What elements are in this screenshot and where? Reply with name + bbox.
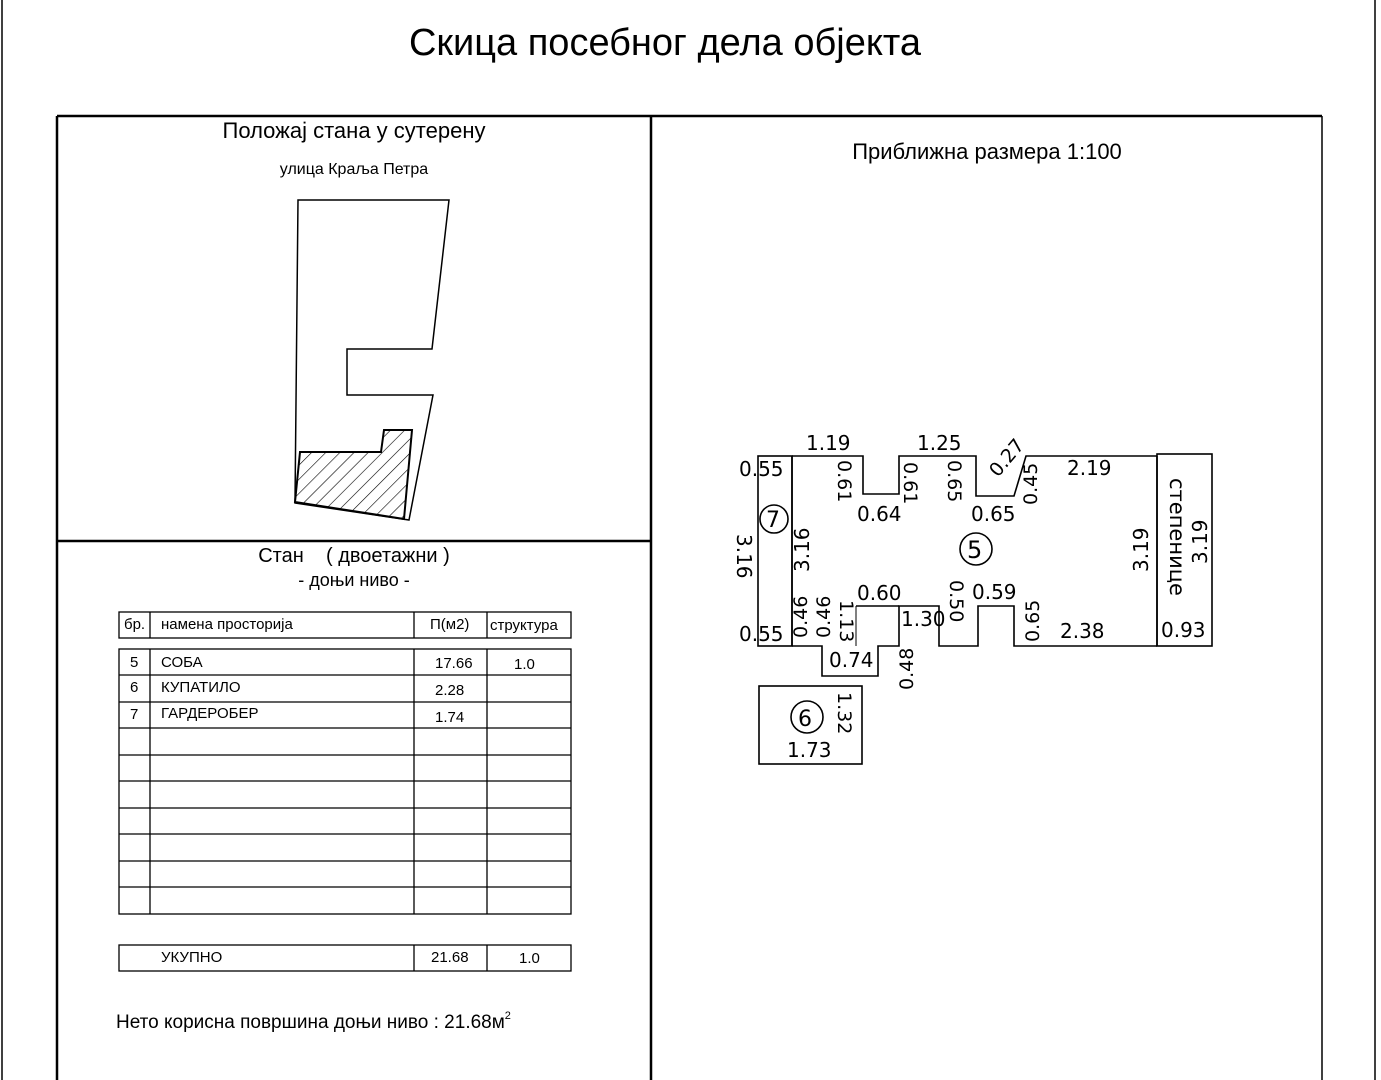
dim-label: 3.19	[1188, 519, 1212, 564]
dim-label: 0.55	[739, 622, 784, 646]
row-5-room: СОБА	[161, 654, 203, 671]
dim-label: 1.30	[901, 607, 946, 631]
dim-label: 0.64	[857, 502, 902, 526]
dim-label: 1.13	[835, 600, 857, 643]
dim-label: 0.65	[1022, 599, 1044, 642]
row-6-no: 6	[130, 679, 139, 696]
row-5-area: 17.66	[435, 655, 473, 672]
dim-label: 0.65	[943, 460, 965, 503]
sheet-title: Скица посебног дела објекта	[408, 22, 922, 64]
dim-label: 3.19	[1129, 527, 1153, 572]
total-label: УКУПНО	[161, 949, 223, 966]
dim-label: 3.16	[732, 534, 756, 579]
row-5-structure: 1.0	[514, 656, 535, 673]
total-structure: 1.0	[519, 950, 540, 967]
table-header-structure: структура	[490, 617, 558, 634]
room-7-outline	[758, 456, 792, 646]
total-area: 21.68	[431, 949, 469, 966]
row-6-room: КУПАТИЛО	[161, 679, 241, 696]
dim-label: 0.93	[1161, 618, 1206, 642]
row-7-area: 1.74	[435, 709, 465, 726]
dim-label: 0.27	[984, 434, 1030, 482]
table-header-no: бр.	[124, 616, 146, 633]
street-label: улица Краља Петра	[279, 161, 429, 178]
dim-label: 0.65	[971, 502, 1016, 526]
level-label: - доњи ниво -	[298, 570, 410, 590]
dim-label: 0.59	[972, 580, 1017, 604]
dim-label: 2.38	[1060, 619, 1105, 643]
room-5-number: 5	[967, 536, 983, 564]
dim-label: 0.60	[857, 581, 902, 605]
scale-label: Приближна размера 1:100	[852, 139, 1122, 164]
dim-label: 0.48	[896, 647, 918, 690]
row-7-no: 7	[130, 706, 139, 723]
dim-label: 0.46	[790, 595, 812, 638]
dim-label: 1.19	[806, 431, 851, 455]
dim-label: 2.19	[1067, 456, 1112, 480]
row-5-no: 5	[130, 654, 139, 671]
position-title: Положај стана у сутерену	[222, 118, 486, 143]
dim-label: 0.61	[833, 460, 855, 503]
dim-label: 1.32	[833, 692, 855, 735]
dim-label: 0.74	[829, 648, 874, 672]
table-header-area: П(м2)	[430, 616, 470, 633]
stairs-label: степенице	[1165, 478, 1189, 596]
dim-label: 0.45	[1020, 462, 1042, 505]
room-7-number: 7	[766, 508, 780, 533]
table-header-room: намена просторија	[161, 616, 293, 633]
net-area-text: Нето корисна површина доњи ниво : 21.68м	[116, 1012, 505, 1033]
flat-title: Стан ( двоетажни )	[258, 545, 450, 567]
dim-label: 1.25	[917, 431, 962, 455]
dim-label: 1.73	[787, 738, 832, 762]
dim-label: 0.46	[813, 595, 835, 638]
dim-label: 3.16	[790, 527, 814, 572]
room-6-number: 6	[798, 707, 812, 732]
dim-label: 0.61	[899, 462, 921, 505]
dim-label: 0.55	[739, 457, 784, 481]
dim-label: 0.50	[945, 580, 967, 623]
row-7-room: ГАРДЕРОБЕР	[161, 705, 259, 722]
row-6-area: 2.28	[435, 682, 465, 699]
net-area-unit: 2	[504, 1010, 511, 1022]
